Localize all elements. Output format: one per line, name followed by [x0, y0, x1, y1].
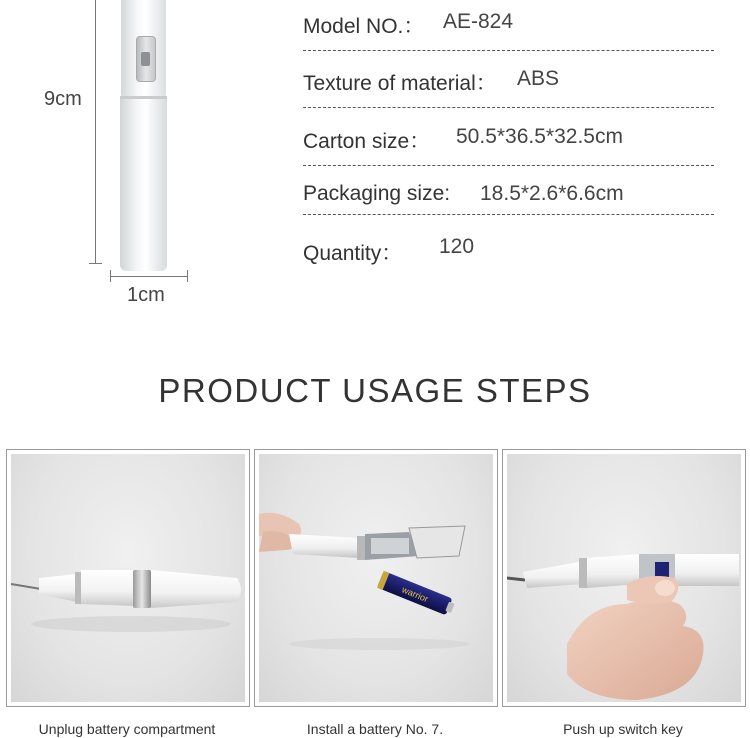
spec-value: 18.5*2.6*6.6cm: [480, 182, 624, 205]
height-dimension-tick: [89, 263, 102, 264]
step-photo-install-battery: [259, 454, 493, 702]
trimmer-switch-knob: [141, 52, 150, 66]
spec-divider: [303, 50, 714, 51]
spec-key: Packaging size:: [303, 182, 451, 205]
step-caption-3: Push up switch key: [563, 721, 683, 737]
spec-value: 50.5*36.5*32.5cm: [456, 125, 623, 148]
battery-install-illustration: [259, 454, 493, 702]
spec-value: AE-824: [443, 10, 514, 33]
battery-print: warrior: [400, 584, 430, 605]
trimmer-opened-illustration: [11, 454, 245, 702]
spec-key: Quantity：: [303, 242, 403, 265]
width-dimension-tick-left: [110, 270, 111, 282]
spec-value: 120: [439, 235, 475, 258]
spec-divider: [303, 214, 714, 215]
width-dimension-tick-right: [187, 270, 188, 282]
section-title: PRODUCT USAGE STEPS: [158, 372, 592, 409]
step-photo-unplug-compartment: [11, 454, 245, 702]
spec-divider: [303, 165, 714, 166]
step-panel-1: [6, 449, 250, 707]
step-caption-2: Install a battery No. 7.: [306, 721, 444, 737]
spec-key: Carton size：: [303, 130, 431, 153]
trimmer-body: [120, 99, 167, 271]
step-photo-push-switch: [507, 454, 741, 702]
step-caption-1: Unplug battery compartment: [38, 721, 216, 737]
step-panel-2: [254, 449, 498, 707]
width-label: 1cm: [127, 284, 165, 306]
push-switch-illustration: [507, 454, 741, 702]
spec-value: ABS: [517, 67, 560, 90]
width-dimension-line: [110, 276, 188, 277]
height-dimension-line: [95, 0, 96, 264]
spec-divider: [303, 107, 714, 108]
spec-key: Model NO.：: [303, 15, 425, 38]
height-label: 9cm: [44, 88, 82, 110]
step-panel-3: [502, 449, 746, 707]
spec-key: Texture of material：: [303, 72, 497, 95]
